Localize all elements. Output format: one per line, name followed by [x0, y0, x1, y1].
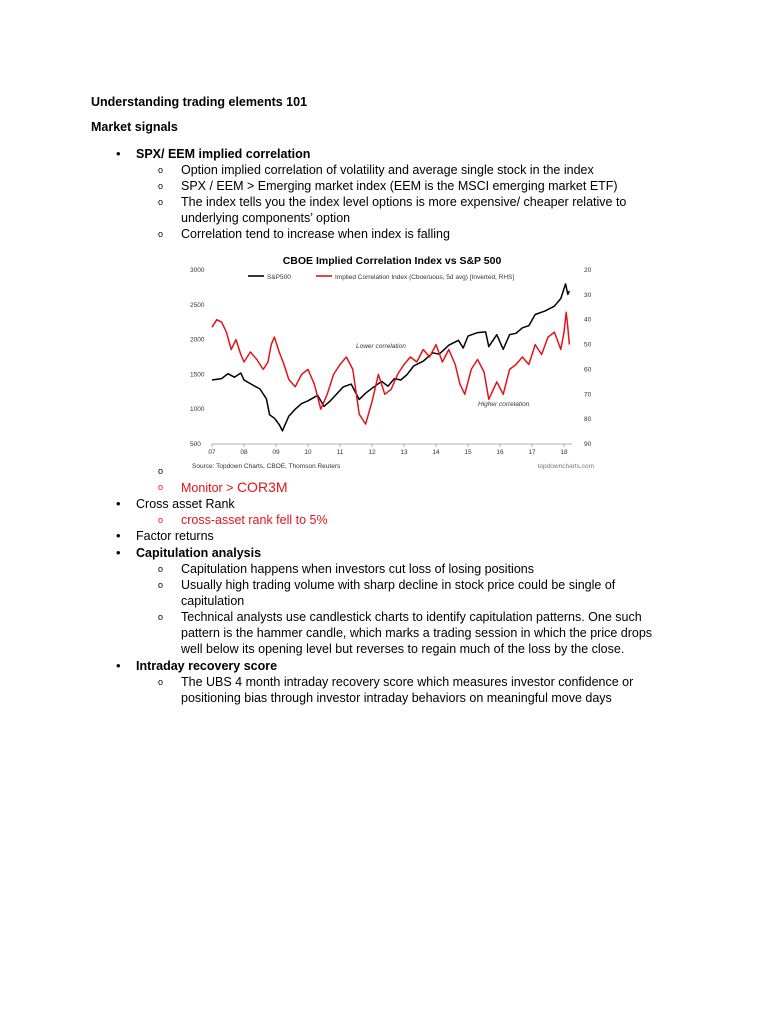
chart-title: CBOE Implied Correlation Index vs S&P 500	[282, 255, 502, 267]
list-item-continuation: underlying components’ option	[181, 211, 351, 225]
y-right-tick-label: 30	[584, 291, 592, 299]
sub-bullet-glyph: o	[158, 580, 164, 590]
list-item: Technical analysts use candlestick charts to identify capitulation patterns. One such	[181, 610, 642, 624]
list-item-continuation: positioning bias through investor intraday behaviors on meaningful move days	[181, 691, 612, 705]
list-item-continuation: capitulation	[181, 594, 245, 608]
y-left-tick-label: 1000	[190, 406, 205, 414]
chart-watermark: topdowncharts.com	[537, 463, 594, 470]
list-item: The index tells you the index level options is more expensive/ cheaper relative to	[181, 195, 627, 209]
list-item: Option implied correlation of volatility and average single stock in the index	[181, 163, 594, 177]
list-item: Usually high trading volume with sharp decline in stock price could be single of	[181, 578, 616, 592]
x-tick-label: 07	[208, 449, 216, 456]
bullet-glyph: •	[116, 496, 121, 511]
chart-source: Source: Topdown Charts, CBOE, Thomson Reuters	[192, 463, 341, 470]
x-tick-label: 08	[240, 449, 248, 456]
list-item: SPX / EEM > Emerging market index (EEM is the MSCI emerging market ETF)	[181, 179, 618, 193]
chart-series	[212, 284, 569, 431]
bullet-glyph: •	[116, 545, 121, 560]
sub-bullet-glyph: o	[158, 677, 164, 687]
x-tick-label: 16	[496, 449, 504, 456]
correlation-chart	[186, 252, 598, 470]
list-item: The UBS 4 month intraday recovery score which measures investor confidence or	[181, 675, 634, 689]
heading-spx-eem: SPX/ EEM implied correlation	[136, 147, 311, 161]
y-right-tick-label: 70	[584, 391, 592, 399]
x-tick-label: 13	[400, 449, 408, 456]
x-tick-label: 17	[528, 449, 536, 456]
sub-bullet-glyph: o	[158, 229, 164, 239]
section-title: Market signals	[91, 120, 178, 134]
sub-bullet-glyph: o	[158, 482, 164, 492]
y-right-tick-label: 90	[584, 441, 592, 448]
bullet-glyph: •	[116, 528, 121, 543]
bullet-glyph: •	[116, 146, 121, 161]
legend-label-corr: Implied Correlation Index (Cboe/uous, 5d avg) [Inverted, RHS]	[335, 274, 515, 281]
sub-bullet-glyph: o	[158, 515, 164, 525]
y-left-tick-label: 3000	[190, 267, 205, 274]
series-line-spx	[212, 284, 569, 431]
list-item: Correlation tend to increase when index is falling	[181, 227, 450, 241]
x-tick-label: 10	[304, 449, 312, 456]
chart-legend	[248, 274, 514, 281]
sub-bullet-glyph: o	[158, 197, 164, 207]
x-tick-label: 11	[336, 449, 344, 456]
bullet-glyph: •	[116, 658, 121, 673]
y-left-tick-label: 500	[190, 441, 201, 448]
annotation-lower-correlation: Lower correlation	[356, 343, 406, 350]
monitor-code: COR3M	[236, 479, 288, 495]
list-item: cross-asset rank fell to 5%	[181, 513, 328, 527]
legend-label-spx: S&P500	[267, 274, 291, 281]
chart-svg	[186, 252, 598, 470]
heading-factor-returns: Factor returns	[136, 529, 214, 543]
x-tick-label: 09	[272, 449, 280, 456]
y-left-tick-label: 2000	[190, 336, 205, 344]
y-left-tick-label: 1500	[190, 371, 205, 379]
y-left-tick-label: 2500	[190, 301, 205, 309]
heading-intraday-recovery: Intraday recovery score	[136, 659, 278, 673]
sub-bullet-glyph: o	[158, 181, 164, 191]
y-right-tick-label: 60	[584, 366, 592, 374]
y-right-tick-label: 20	[584, 267, 592, 274]
annotation-higher-correlation: Higher correlation	[478, 401, 530, 408]
x-tick-label: 15	[464, 449, 472, 456]
sub-bullet-glyph: o	[158, 466, 164, 476]
sub-bullet-glyph: o	[158, 165, 164, 175]
y-right-tick-label: 50	[584, 341, 592, 349]
x-tick-label: 18	[560, 449, 568, 456]
list-item: Capitulation happens when investors cut loss of losing positions	[181, 562, 534, 576]
chart-axes	[190, 267, 592, 456]
list-item-continuation: well below its opening level but reverses to regain much of the loss by the close.	[181, 642, 625, 656]
monitor-note	[181, 479, 288, 496]
sub-bullet-glyph: o	[158, 612, 164, 622]
sub-bullet-glyph: o	[158, 564, 164, 574]
document-title: Understanding trading elements 101	[91, 95, 308, 109]
list-item-continuation: pattern is the hammer candle, which marks a trading session in which the price drops	[181, 626, 653, 640]
y-right-tick-label: 80	[584, 416, 592, 424]
x-tick-label: 12	[368, 449, 376, 456]
heading-capitulation: Capitulation analysis	[136, 546, 262, 560]
y-right-tick-label: 40	[584, 316, 592, 324]
monitor-prefix: Monitor >	[181, 481, 237, 495]
heading-cross-asset-rank: Cross asset Rank	[136, 497, 235, 511]
x-tick-label: 14	[432, 449, 440, 456]
